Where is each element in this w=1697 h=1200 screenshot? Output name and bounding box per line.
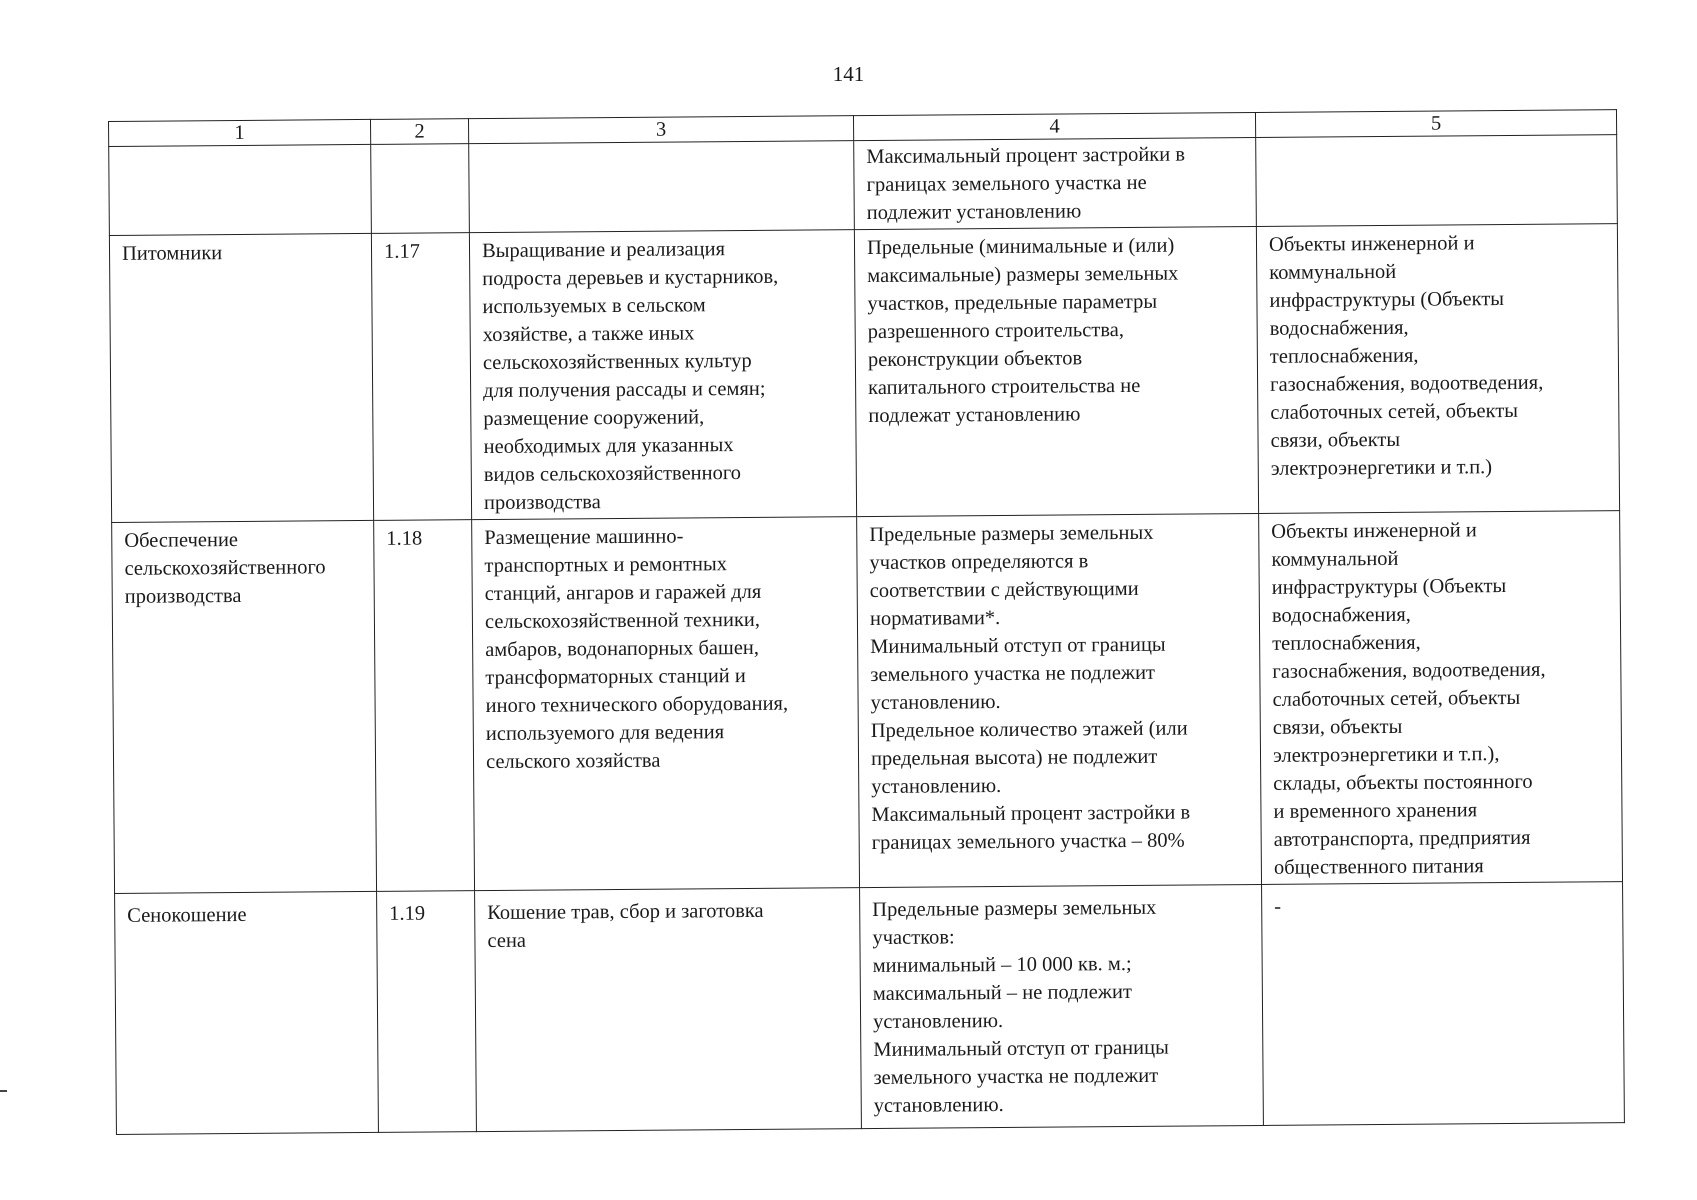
auxiliary-uses-cell: Объекты инженерной и коммунальной инфраструктуры (Объекты водоснабжения, теплоснабжения, газоснабжения, водоотведения, слаботочных сетей, объекты связи, объекты электроэнергетики и т.п.), склады, объекты постоянного и временного хранения автотранспорта, предприятия общественного питания [1259, 511, 1623, 885]
auxiliary-uses-cell: - [1262, 882, 1625, 1126]
column-header: 5 [1255, 110, 1616, 138]
auxiliary-uses-cell: Объекты инженерной и коммунальной инфраструктуры (Объекты водоснабжения, теплоснабжения, газоснабжения, водоотведения, слаботочных сетей, объекты связи, объекты электроэнергетики и т.п.) [1256, 224, 1619, 514]
use-code-cell: 1.19 [377, 891, 477, 1133]
use-name-cell: Питомники [109, 233, 373, 522]
parameters-cell: Максимальный процент застройки в границах земельного участка не подлежит установлению [854, 137, 1257, 229]
use-description-cell [469, 141, 855, 233]
table-row [112, 511, 1623, 894]
page-number: 141 [832, 62, 865, 86]
parameters-cell: Предельные (минимальные и (или) максимальные) размеры земельных участков, предельные параметры разрешенного строительства, реконструкции объектов капитального строительства не подлежат установлению [854, 226, 1258, 516]
use-code-cell: 1.18 [374, 520, 475, 892]
auxiliary-uses-cell [1256, 135, 1618, 227]
table-row [115, 882, 1625, 1135]
parameters-cell: Предельные размеры земельных участков определяются в соответствии с действующими нормативами*. Минимальный отступ от границы земельного участка не подлежит установлению. Предельное количество этажей (или предельная высота) не подлежит установлению. Максимальный процент застройки в границах земельного участка – 80% [857, 513, 1262, 887]
column-header: 1 [109, 119, 371, 146]
use-name-cell [109, 144, 372, 235]
margin-mark [0, 1090, 7, 1092]
use-code-cell: 1.17 [371, 233, 471, 521]
parameters-cell: Предельные размеры земельных участков: минимальный – 10 000 кв. м.; максимальный – не подлежит установлению. Минимальный отступ от границы земельного участка не подлежит установлению. [860, 884, 1264, 1128]
use-description-cell: Размещение машинно- транспортных и ремонтных станций, ангаров и гаражей для сельскохозяйственной техники, амбаров, водонапорных башен, трансформаторных станций и иного технического оборудования, используемого для ведения сельского хозяйства [472, 517, 860, 891]
use-name-cell: Обеспечение сельскохозяйственного производства [112, 520, 377, 893]
use-description-cell: Выращивание и реализация подроста деревьев и кустарников, используемых в сельском хозяйстве, а также иных сельскохозяйственных культур для получения рассады и семян; размещение сооружений, необходимых для указанных видов сельскохозяйственного производства [469, 230, 856, 520]
table-row [109, 135, 1618, 236]
use-code-cell [371, 144, 470, 234]
column-header: 3 [468, 116, 853, 144]
use-name-cell: Сенокошение [115, 891, 379, 1134]
use-description-cell: Кошение трав, сбор и заготовка сена [475, 888, 862, 1132]
column-header: 4 [853, 112, 1255, 140]
land-use-table [108, 109, 1625, 1135]
column-header: 2 [370, 119, 468, 145]
table-row [109, 224, 1619, 523]
